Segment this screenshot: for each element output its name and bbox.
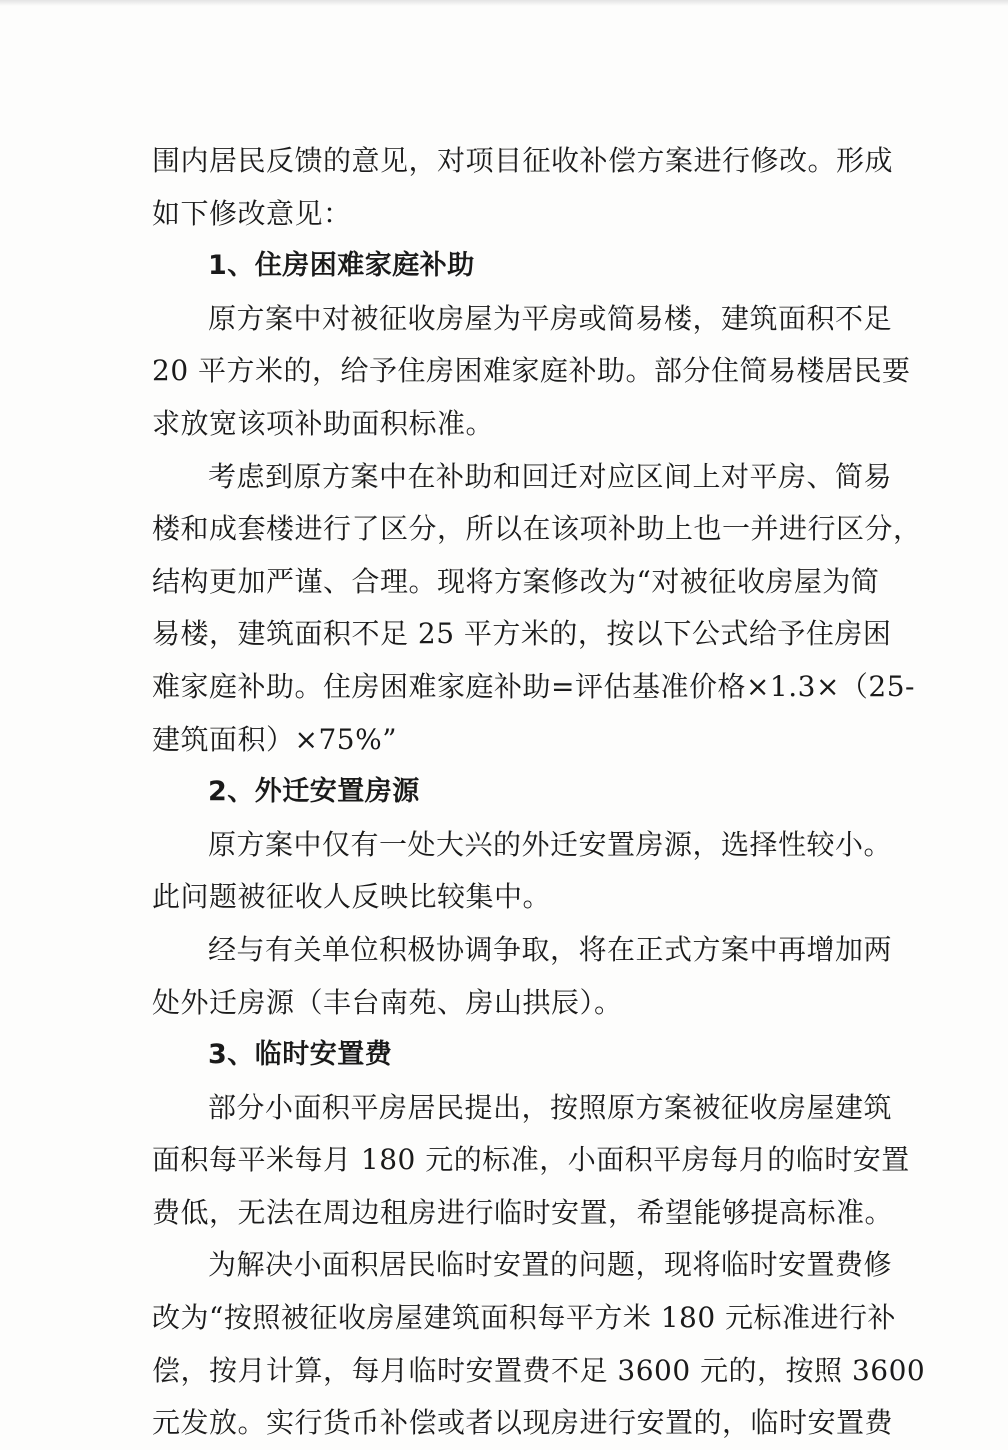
text-line: 楼和成套楼进行了区分，所以在该项补助上也一并进行区分， [152,512,922,546]
text-line: 如下修改意见： [152,196,352,230]
section-heading-3 [152,1029,858,1082]
section-heading-text: 2、外迁安置房源 [208,776,420,808]
text-line: 处外迁房源（丰台南苑、房山拱辰）。 [152,985,623,1019]
section-heading-text: 3、临时安置费 [208,1039,393,1071]
text-line: 偿，按月计算，每月临时安置费不足 3600 元的，按照 3600 [152,1353,926,1387]
text-line: 经与有关单位积极协调争取，将在正式方案中再增加两 [208,932,893,966]
text-line: 20 平方米的，给予住房困难家庭补助。部分住简易楼居民要 [152,354,911,388]
paragraph-intro [152,135,894,240]
paragraph-1-revision [152,451,922,767]
section-heading-text: 1、住房困难家庭补助 [208,250,475,282]
paragraph-2-original [152,819,893,924]
text-line: 为解决小面积居民临时安置的问题，现将临时安置费修 [208,1248,893,1282]
text-line: 部分小面积平房居民提出，按照原方案被征收房屋建筑 [208,1090,893,1124]
text-line: 改为“按照被征收房屋建筑面积每平方米 180 元标准进行补 [152,1301,897,1335]
paragraph-1-original [152,293,911,451]
text-line: 求放宽该项补助面积标准。 [152,406,495,440]
text-line: 难家庭补助。住房困难家庭补助=评估基准价格×1.3×（25- [152,669,916,703]
text-line: 原方案中对被征收房屋为平房或简易楼，建筑面积不足 [208,301,893,335]
text-line: 建筑面积）×75%” [152,722,398,756]
text-line: 元发放。实行货币补偿或者以现房进行安置的，临时安置费 [152,1406,894,1440]
paragraph-3-original [152,1082,910,1240]
section-heading-2 [152,766,858,819]
section-heading-1 [152,240,858,293]
text-line: 结构更加严谨、合理。现将方案修改为“对被征收房屋为简 [152,564,880,598]
text-line: 此问题被征收人反映比较集中。 [152,880,552,914]
text-line: 面积每平米每月 180 元的标准，小面积平房每月的临时安置 [152,1143,910,1177]
scan-top-edge [0,0,1008,6]
text-line: 考虑到原方案中在补助和回迁对应区间上对平房、简易 [208,459,893,493]
paragraph-2-revision [152,924,893,1029]
paragraph-3-revision [152,1239,926,1449]
text-line: 易楼，建筑面积不足 25 平方米的，按以下公式给予住房困 [152,617,892,651]
text-line: 费低，无法在周边租房进行临时安置，希望能够提高标准。 [152,1195,894,1229]
text-line: 围内居民反馈的意见，对项目征收补偿方案进行修改。形成 [152,144,894,177]
document-body [152,135,926,1450]
text-line: 原方案中仅有一处大兴的外迁安置房源，选择性较小。 [208,827,893,861]
